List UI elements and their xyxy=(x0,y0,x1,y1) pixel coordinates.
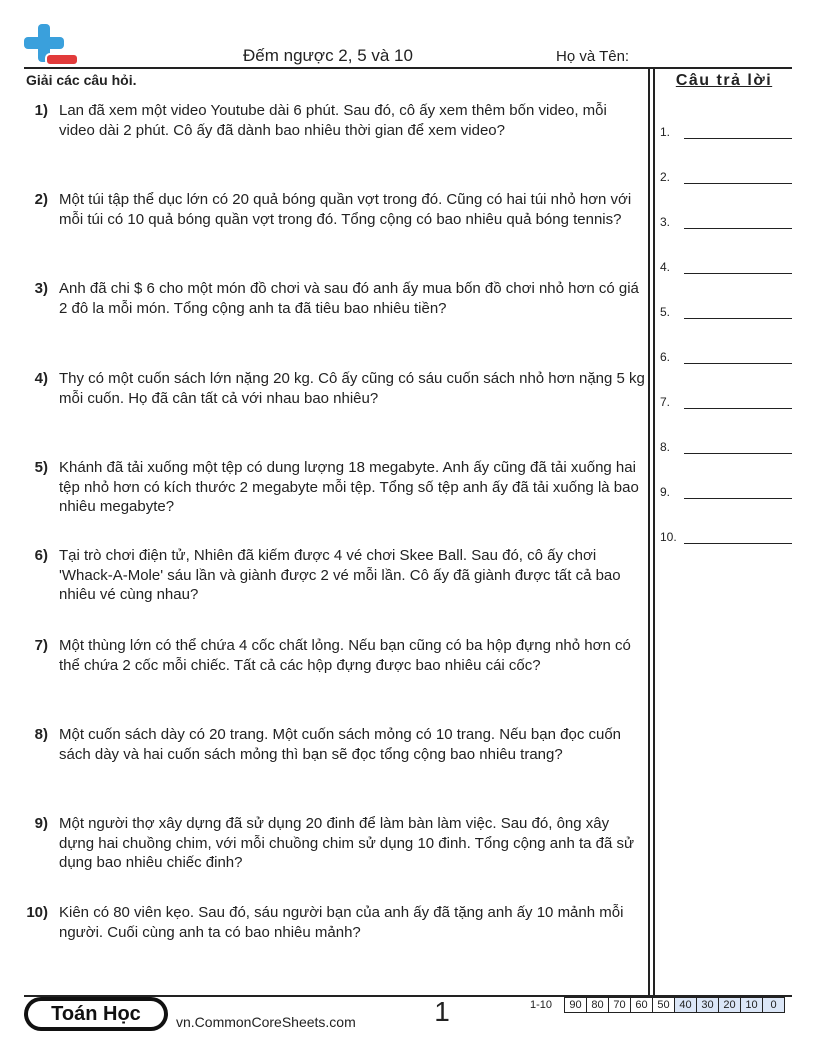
answer-line[interactable] xyxy=(684,408,792,409)
answer-line[interactable] xyxy=(684,453,792,454)
score-cell: 10 xyxy=(740,997,763,1013)
top-rule xyxy=(24,67,792,69)
question-text: Một cuốn sách dày có 20 trang. Một cuốn sách mỏng có 10 trang. Nếu bạn đọc cuốn sách dày và hai cuốn sách mỏng thì bạn sẽ đọc tổng cộng bao nhiêu trang? xyxy=(59,726,622,763)
answer-line[interactable] xyxy=(684,318,792,319)
question-number: 1) xyxy=(34,102,48,119)
answer-label: 9. xyxy=(660,485,671,499)
brand-badge xyxy=(24,997,168,1031)
question-number: 4) xyxy=(34,370,48,387)
answer-line[interactable] xyxy=(684,543,792,544)
answer-line[interactable] xyxy=(684,363,792,364)
score-cell: 90 xyxy=(564,997,587,1013)
worksheet-title: Đếm ngược 2, 5 và 10 xyxy=(243,46,413,65)
question-text: Một thùng lớn có thể chứa 4 cốc chất lỏng. Nếu bạn cũng có ba hộp đựng nhỏ hơn có thể chứa 2 cốc mỗi chiếc. Tất cả các hộp đựng được bao nhiêu cái cốc? xyxy=(59,637,631,674)
question-number: 6) xyxy=(34,547,48,564)
divider-line xyxy=(653,67,655,995)
brand-label: Toán Học xyxy=(28,1001,164,1027)
question-number: 3) xyxy=(34,280,48,297)
answer-label: 6. xyxy=(660,350,671,364)
answer-line[interactable] xyxy=(684,273,792,274)
answer-line[interactable] xyxy=(684,183,792,184)
question-text: Anh đã chi $ 6 cho một món đồ chơi và sau đó anh ấy mua bốn đồ chơi nhỏ hơn có giá 2 đô la mỗi món. Tổng cộng anh ta đã tiêu bao nhiêu tiền? xyxy=(59,280,639,317)
question-text: Lan đã xem một video Youtube dài 6 phút. Sau đó, cô ấy xem thêm bốn video, mỗi video dài 2 phút. Cô ấy đã dành bao nhiêu thời gian để xem video? xyxy=(59,102,607,139)
answer-label: 3. xyxy=(660,215,671,229)
score-cell: 70 xyxy=(608,997,631,1013)
site-url[interactable]: vn.CommonCoreSheets.com xyxy=(176,1014,356,1030)
divider-line xyxy=(648,67,650,995)
instructions: Giải các câu hỏi. xyxy=(26,72,137,88)
question-text: Kiên có 80 viên kẹo. Sau đó, sáu người bạn của anh ấy đã tặng anh ấy 10 mảnh mỗi người. Cuối cùng anh ta có bao nhiêu mảnh? xyxy=(59,904,624,941)
score-cell: 0 xyxy=(762,997,785,1013)
score-cell: 20 xyxy=(718,997,741,1013)
question-number: 8) xyxy=(34,726,48,743)
answer-line[interactable] xyxy=(684,498,792,499)
score-cell: 40 xyxy=(674,997,697,1013)
answer-label: 4. xyxy=(660,260,671,274)
name-label: Họ và Tên: xyxy=(556,48,630,65)
score-cell: 80 xyxy=(586,997,609,1013)
score-cell: 60 xyxy=(630,997,653,1013)
question-text: Khánh đã tải xuống một tệp có dung lượng 18 megabyte. Anh ấy cũng đã tải xuống hai tệp nhỏ hơn có kích thước 2 megabyte mỗi tệp. Tổng số tệp anh ấy đã tải xuống là bao nhiêu megabyte? xyxy=(59,459,639,515)
answer-label: 2. xyxy=(660,170,671,184)
score-cell: 30 xyxy=(696,997,719,1013)
answer-label: 7. xyxy=(660,395,671,409)
question-number: 5) xyxy=(34,459,48,476)
answer-label: 1. xyxy=(660,125,671,139)
question-number: 9) xyxy=(34,815,48,832)
score-table xyxy=(565,997,785,1013)
answer-panel-title: Câu trả lời xyxy=(675,72,773,89)
question-text: Tại trò chơi điện tử, Nhiên đã kiếm được 4 vé chơi Skee Ball. Sau đó, cô ấy chơi 'Whack-A-Mole' sáu lần và giành được 2 vé mỗi lần. Cô ấy đã giành được tất cả bao nhiêu vé cùng nhau? xyxy=(59,547,621,603)
score-range-label: 1-10 xyxy=(530,999,553,1011)
score-cell: 50 xyxy=(652,997,675,1013)
question-text: Một túi tập thể dục lớn có 20 quả bóng quần vợt trong đó. Cũng có hai túi nhỏ hơn với mỗi túi có 10 quả bóng quần vợt trong đó. Tổng cộng có bao nhiêu quả bóng tennis? xyxy=(59,191,632,228)
answer-line[interactable] xyxy=(684,228,792,229)
question-number: 2) xyxy=(34,191,48,208)
question-number: 7) xyxy=(34,637,48,654)
question-text: Thy có một cuốn sách lớn nặng 20 kg. Cô ấy cũng có sáu cuốn sách nhỏ hơn nặng 5 kg mỗi cuốn. Họ đã cân tất cả với nhau bao nhiêu? xyxy=(59,370,645,407)
question-text: Một người thợ xây dựng đã sử dụng 20 đinh để làm bàn làm việc. Sau đó, ông xây dựng hai chuồng chim, với mỗi chuồng chim sử dụng 10 đinh. Tổng cộng anh ta đã sử dụng bao nhiêu chiếc đinh? xyxy=(59,815,635,871)
answer-line[interactable] xyxy=(684,138,792,139)
question-number: 10) xyxy=(26,904,48,921)
answer-label: 5. xyxy=(660,305,671,319)
answer-label: 10. xyxy=(660,530,677,544)
page-number: 1 xyxy=(434,996,450,1027)
answer-label: 8. xyxy=(660,440,671,454)
